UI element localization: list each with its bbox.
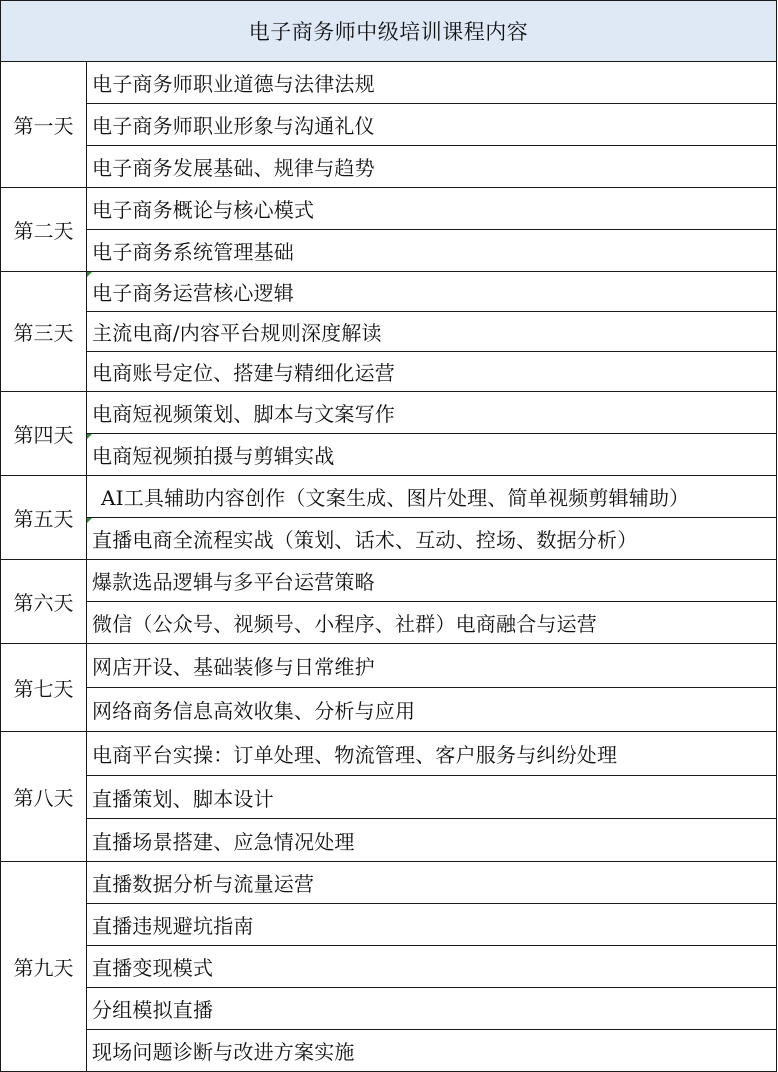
day-label: 第三天	[1, 272, 87, 392]
course-item: 现场问题诊断与改进方案实施	[87, 1030, 777, 1072]
course-item: 电商平台实操：订单处理、物流管理、客户服务与纠纷处理	[87, 732, 777, 776]
table-row	[1, 862, 777, 904]
table-row	[1, 434, 777, 476]
course-item: 网络商务信息高效收集、分析与应用	[87, 688, 777, 732]
day-label: 第四天	[1, 392, 87, 476]
day-label: 第一天	[1, 62, 87, 188]
course-item: 网店开设、基础装修与日常维护	[87, 644, 777, 688]
course-item: 直播策划、脚本设计	[87, 776, 777, 819]
course-item: 直播电商全流程实战（策划、话术、互动、控场、数据分析）	[87, 518, 777, 560]
course-item: 电子商务系统管理基础	[87, 230, 777, 272]
course-item: 电子商务师职业形象与沟通礼仪	[87, 104, 777, 146]
table-row	[1, 776, 777, 819]
course-item: 电商账号定位、搭建与精细化运营	[87, 352, 777, 392]
table-row	[1, 104, 777, 146]
course-item: 电子商务师职业道德与法律法规	[87, 62, 777, 104]
table-row	[1, 272, 777, 312]
table-row	[1, 644, 777, 688]
table-row	[1, 392, 777, 434]
course-item: 电子商务运营核心逻辑	[87, 272, 777, 312]
table-row	[1, 518, 777, 560]
table-row	[1, 1030, 777, 1072]
course-item: 直播场景搭建、应急情况处理	[87, 819, 777, 862]
course-item: 爆款选品逻辑与多平台运营策略	[87, 560, 777, 602]
course-item: 直播变现模式	[87, 946, 777, 988]
day-label: 第八天	[1, 732, 87, 862]
course-item: 微信（公众号、视频号、小程序、社群）电商融合与运营	[87, 602, 777, 644]
course-item: 电商短视频策划、脚本与文案写作	[87, 392, 777, 434]
table-row	[1, 560, 777, 602]
course-item: 主流电商/内容平台规则深度解读	[87, 312, 777, 352]
table-title: 电子商务师中级培训课程内容	[1, 1, 777, 62]
day-label: 第五天	[1, 476, 87, 560]
course-item: 电商短视频拍摄与剪辑实战	[87, 434, 777, 476]
course-item: AI工具辅助内容创作（文案生成、图片处理、简单视频剪辑辅助）	[87, 476, 777, 518]
table-row	[1, 819, 777, 862]
title-row	[1, 1, 777, 62]
table-row	[1, 312, 777, 352]
course-item: 直播违规避坑指南	[87, 904, 777, 946]
table-row	[1, 230, 777, 272]
course-item: 分组模拟直播	[87, 988, 777, 1030]
table-row	[1, 732, 777, 776]
table-row	[1, 988, 777, 1030]
table-body	[1, 62, 777, 1072]
day-label: 第七天	[1, 644, 87, 732]
day-label: 第二天	[1, 188, 87, 272]
table-row	[1, 602, 777, 644]
table-row	[1, 62, 777, 104]
table-row	[1, 188, 777, 230]
table-row	[1, 476, 777, 518]
day-label: 第六天	[1, 560, 87, 644]
course-item: 电子商务概论与核心模式	[87, 188, 777, 230]
course-item: 电子商务发展基础、规律与趋势	[87, 146, 777, 188]
day-label: 第九天	[1, 862, 87, 1072]
table-row	[1, 946, 777, 988]
table-row	[1, 146, 777, 188]
table-row	[1, 352, 777, 392]
table-row	[1, 904, 777, 946]
course-item: 直播数据分析与流量运营	[87, 862, 777, 904]
table-row	[1, 688, 777, 732]
